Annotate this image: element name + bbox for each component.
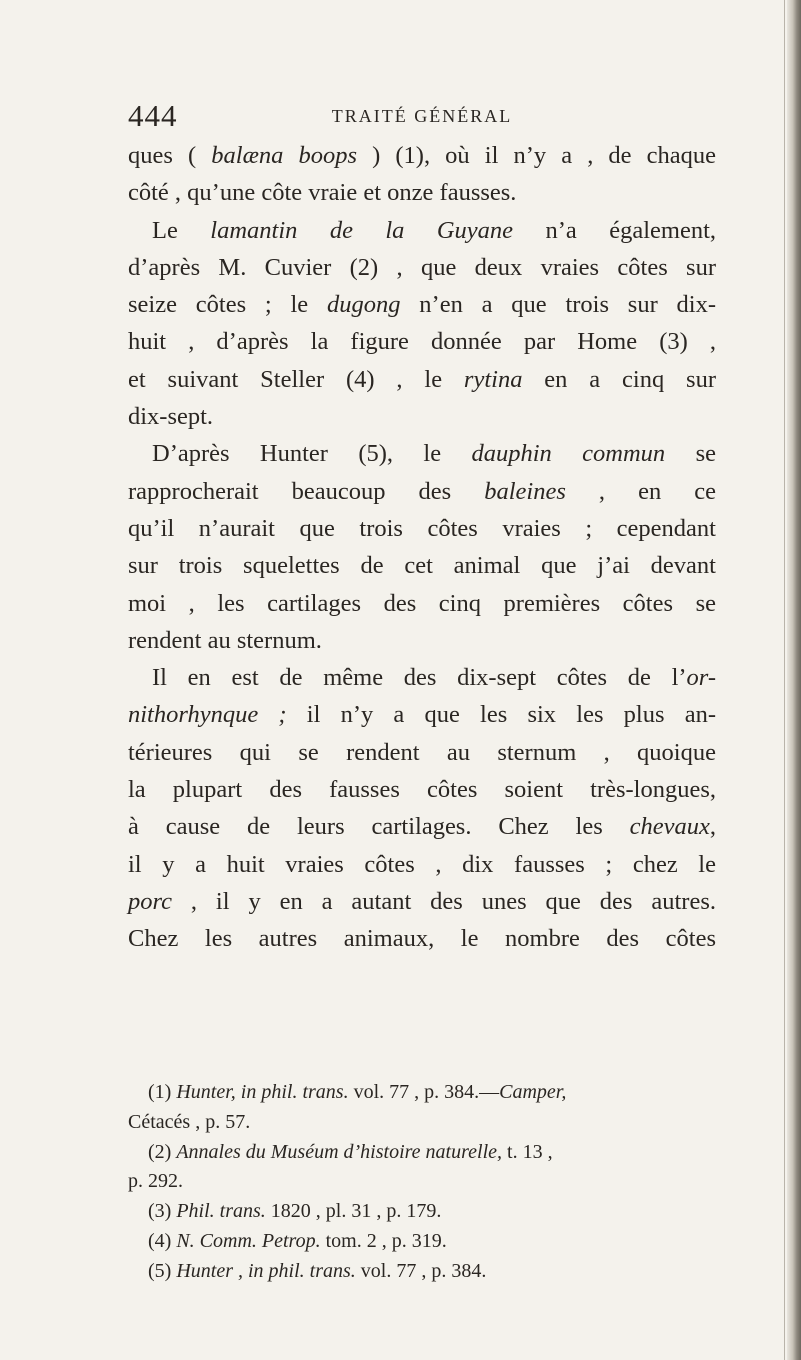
text-line: seize côtes ; le dugong n’en a que trois sur dix- bbox=[128, 291, 717, 319]
page-edge bbox=[787, 0, 801, 1360]
footnote-1-cont: Cétacés , p. 57. bbox=[128, 1110, 251, 1133]
text-line: D’après Hunter (5), le dauphin commun se bbox=[152, 440, 716, 468]
text-line: côté , qu’une côte vraie et onze fausses. bbox=[128, 179, 517, 207]
running-head bbox=[128, 98, 716, 132]
text-line: porc , il y en a autant des unes que des autres. bbox=[128, 887, 716, 915]
page-number: 444 bbox=[128, 98, 178, 133]
footnotes bbox=[128, 1078, 716, 1287]
footnote-2: (2) Annales du Muséum d’histoire naturelle, t. 13 , bbox=[148, 1140, 553, 1163]
page-edge-line bbox=[784, 0, 785, 1360]
text-line: et suivant Steller (4) , le rytina en a cinq sur bbox=[128, 365, 717, 393]
text-line: huit , d’après la figure donnée par Home (3) , bbox=[128, 328, 716, 356]
text-line: sur trois squelettes de cet animal que j’ai devant bbox=[128, 552, 716, 580]
text-line: rendent au sternum. bbox=[128, 626, 322, 654]
text-line: à cause de leurs cartilages. Chez les chevaux, bbox=[128, 813, 716, 841]
text-line: rapprocherait beaucoup des baleines , en ce bbox=[128, 477, 716, 505]
text-line: Chez les autres animaux, le nombre des côtes bbox=[128, 925, 716, 953]
running-title: TRAITÉ GÉNÉRAL bbox=[331, 106, 513, 126]
text-line: ques ( balæna boops ) (1), où il n’y a , de chaque bbox=[128, 142, 716, 169]
text-line: Le lamantin de la Guyane n’a également, bbox=[152, 216, 716, 244]
text-line: il y a huit vraies côtes , dix fausses ; chez le bbox=[128, 850, 716, 878]
footnote-3: (3) Phil. trans. 1820 , pl. 31 , p. 179. bbox=[148, 1200, 442, 1223]
text-line: d’après M. Cuvier (2) , que deux vraies côtes sur bbox=[128, 253, 716, 281]
text-line: la plupart des fausses côtes soient très-longues, bbox=[128, 776, 716, 804]
footnote-2-cont: p. 292. bbox=[128, 1170, 183, 1193]
footnote-4: (4) N. Comm. Petrop. tom. 2 , p. 319. bbox=[148, 1229, 447, 1252]
body-text bbox=[128, 137, 716, 958]
text-line: nithorhynque ; il n’y a que les six les plus an- bbox=[128, 701, 716, 729]
text-line: qu’il n’aurait que trois côtes vraies ; cependant bbox=[128, 514, 716, 542]
text-line: térieures qui se rendent au sternum , quoique bbox=[128, 738, 716, 766]
text-line: moi , les cartilages des cinq premières côtes se bbox=[128, 589, 716, 617]
text-line: Il en est de même des dix-sept côtes de l’or- bbox=[152, 664, 716, 692]
footnote-1: (1) Hunter, in phil. trans. vol. 77 , p. 384.—Camper, bbox=[148, 1081, 567, 1103]
footnote-5: (5) Hunter , in phil. trans. vol. 77 , p. 384. bbox=[148, 1259, 487, 1282]
text-line: dix-sept. bbox=[128, 403, 214, 431]
